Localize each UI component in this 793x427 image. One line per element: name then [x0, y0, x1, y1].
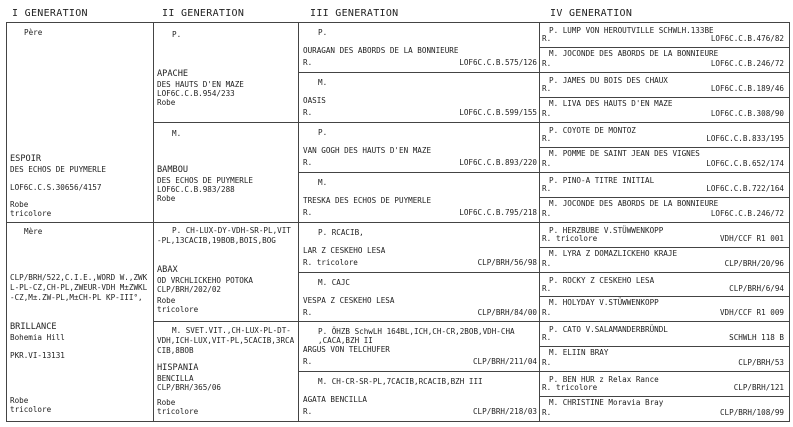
- sire-label: Père: [24, 28, 43, 37]
- grid-line-top: [6, 22, 790, 23]
- dam-titles-line-2: L-PL-CZ,CH-PL,ZWEUR-VDH M±ZWKL: [10, 283, 148, 292]
- gen2-dam-dam-robe: Robe: [157, 398, 176, 407]
- gen3-name: TRESKA DES ECHOS DE PUYMERLE: [303, 195, 432, 205]
- header-generation-2: II GENERATION: [162, 8, 245, 19]
- gen2-dam-sire-robe: Robe: [157, 296, 176, 305]
- grid-line-gen4-1: [539, 47, 790, 48]
- gen4-dam-r: R.: [542, 158, 552, 168]
- gen3-label: P. ÖHZB SchwLH 164BL,ICH,CH-CR,2BOB,VDH-CHA: [318, 327, 515, 337]
- gen4-sire-r: R.: [542, 283, 552, 293]
- gen2-dam-dam-color: tricolore: [157, 407, 199, 416]
- gen4-dam-registration: LOF6C.C.B.652/174: [706, 158, 784, 168]
- dam-titles-line-3: -CZ,M±.ZW-PL,M±CH-PL KP-III°,: [10, 293, 143, 302]
- grid-line-col3: [298, 22, 299, 422]
- gen2-sire-sire-robe: Robe: [157, 98, 176, 107]
- grid-line-right: [789, 22, 790, 422]
- header-generation-4: IV GENERATION: [550, 8, 633, 19]
- gen4-sire-registration: LOF6C.C.B.833/195: [706, 133, 784, 143]
- grid-line-gen4-2: [539, 97, 790, 98]
- gen2-dam-dam-name: HISPANIA: [157, 363, 199, 373]
- gen4-dam-r: R.: [542, 108, 552, 118]
- gen4-sire-color: tricolore: [556, 383, 598, 393]
- gen4-dam-r: R.: [542, 58, 552, 68]
- gen3-label: P. RCACIB,: [318, 227, 364, 237]
- grid-line-gen4-7: [539, 346, 790, 347]
- grid-line-middle: [6, 222, 790, 223]
- gen4-sire-registration: CLP/BRH/121: [733, 383, 784, 393]
- gen2-dam-sire-name: ABAX: [157, 265, 178, 275]
- gen2-dam-dam-registration: CLP/BRH/365/06: [157, 383, 222, 392]
- gen3-r: R.: [303, 107, 313, 117]
- gen4-dam: M. HOLYDAY V.STÜWWENKOPP: [549, 298, 659, 308]
- gen4-sire-r: R.: [542, 183, 552, 193]
- gen2-sire-sire-registration: LOF6C.C.B.954/233: [157, 89, 235, 98]
- gen3-registration: CLP/BRH/218/03: [472, 407, 537, 417]
- gen3-r: R.: [303, 357, 313, 367]
- gen3-registration: CLP/BRH/211/04: [472, 357, 537, 367]
- grid-line-gen4-8: [539, 396, 790, 397]
- grid-line-left: [6, 22, 7, 422]
- gen2-sire-dam-name: BAMBOU: [157, 165, 189, 175]
- gen3-label: P.: [318, 28, 328, 37]
- gen4-dam: M. POMME DE SAINT JEAN DES VIGNES: [549, 148, 700, 158]
- dam-kennel: Bohemia Hill: [10, 333, 65, 342]
- dam-registration: PKR.VI-13131: [10, 351, 65, 360]
- gen4-dam: M. LIVA DES HAUTS D'EN MAZE: [549, 98, 673, 108]
- gen4-sire-registration: LOF6C.C.B.476/82: [710, 34, 784, 43]
- gen4-sire: P. JAMES DU BOIS DES CHAUX: [549, 75, 668, 85]
- grid-line-gen3-2: [298, 172, 790, 173]
- grid-line-gen3-4: [298, 371, 790, 372]
- gen4-sire: P. BEN HUR z Relax Rance: [549, 375, 659, 385]
- gen3-registration: CLP/BRH/84/00: [477, 307, 537, 317]
- gen3-label: P.: [318, 127, 328, 137]
- dam-robe-label: Robe: [10, 396, 29, 405]
- gen3-label: M. CH-CR-SR-PL,7CACIB,RCACIB,BZH III: [318, 377, 483, 387]
- gen3-registration: LOF6C.C.B.893/220: [459, 157, 537, 167]
- gen2-dam-sire-color: tricolore: [157, 305, 199, 314]
- gen4-sire-r: R.: [542, 133, 552, 143]
- gen4-dam: M. JOCONDE DES ABORDS DE LA BONNIEURE: [549, 198, 719, 208]
- gen4-dam: M. CHRISTINE Moravia Bray: [549, 398, 664, 408]
- grid-line-gen2-sire: [153, 122, 790, 123]
- gen4-sire-r: R.: [542, 383, 552, 393]
- gen4-sire-registration: LOF6C.C.B.722/164: [706, 183, 784, 193]
- gen4-sire-registration: CLP/BRH/6/94: [729, 283, 784, 293]
- grid-line-col4: [539, 22, 540, 422]
- sire-robe-label: Robe: [10, 200, 29, 209]
- gen3-r: R.: [303, 307, 313, 317]
- gen4-dam: M. ELIIN BRAY: [549, 348, 609, 358]
- sire-name: ESPOIR: [10, 154, 42, 164]
- gen3-registration: CLP/BRH/56/98: [477, 257, 537, 267]
- gen2-dam-sire-kennel: OD VRCHLICKEHO POTOKA: [157, 276, 254, 285]
- gen4-sire-color: tricolore: [556, 233, 598, 243]
- sire-kennel: DES ECHOS DE PUYMERLE: [10, 165, 107, 174]
- dam-color: tricolore: [10, 405, 52, 414]
- gen4-dam-registration: LOF6C.C.B.308/90: [710, 108, 784, 118]
- gen4-dam-registration: CLP/BRH/53: [738, 358, 784, 368]
- grid-line-col2: [153, 22, 154, 422]
- gen4-dam-r: R.: [542, 258, 552, 268]
- grid-line-gen3-1: [298, 72, 790, 73]
- gen4-sire: P. PINO-A TITRE INITIAL: [549, 175, 655, 185]
- gen2-dam-sire-titles-line-2: -PL,13CACIB,19BOB,BOIS,BOG: [157, 236, 276, 245]
- sire-color: tricolore: [10, 209, 52, 218]
- gen4-dam-registration: CLP/BRH/20/96: [724, 258, 784, 268]
- dam-titles-line-1: CLP/BRH/522,C.I.E.,WORD W.,ZWK: [10, 273, 148, 282]
- gen3-name: ARGUS VON TELCHUFER: [303, 345, 390, 355]
- gen3-name: OASIS: [303, 95, 326, 105]
- gen3-registration: LOF6C.C.B.575/126: [459, 58, 537, 67]
- gen3-r: R.: [303, 157, 313, 167]
- gen4-sire-r: R.: [542, 333, 552, 343]
- gen3-registration: LOF6C.C.B.795/218: [459, 207, 537, 217]
- gen2-dam-dam-titles-line-3: CIB,8BOB: [157, 346, 194, 355]
- dam-label: Mère: [24, 227, 43, 236]
- gen4-sire-r: R.: [542, 233, 552, 243]
- gen3-registration: LOF6C.C.B.599/155: [459, 107, 537, 117]
- gen2-sire-sire-name: APACHE: [157, 69, 189, 79]
- gen3-label: M.: [318, 177, 328, 187]
- gen4-dam-r: R.: [542, 308, 552, 318]
- gen3-name: LAR Z CESKEHO LESA: [303, 245, 386, 255]
- gen3-name: VESPA Z CESKEHO LESA: [303, 295, 395, 305]
- gen2-sire-dam-label: M.: [172, 129, 182, 138]
- gen2-sire-sire-label: P.: [172, 30, 182, 39]
- grid-line-gen4-6: [539, 296, 790, 297]
- gen4-dam: M. JOCONDE DES ABORDS DE LA BONNIEURE: [549, 48, 719, 58]
- gen4-sire: P. CATO V.SALAMANDERBRÜNDL: [549, 325, 668, 335]
- gen4-sire: P. LUMP VON HEROUTVILLE SCHWLH.133BE: [549, 26, 714, 35]
- gen2-dam-sire-titles-line-1: P. CH-LUX-DY-VDH-SR-PL,VIT: [172, 226, 291, 235]
- gen2-dam-dam-kennel: BENCILLA: [157, 374, 194, 383]
- dam-name: BRILLANCE: [10, 322, 57, 332]
- gen3-name: OURAGAN DES ABORDS DE LA BONNIEURE: [303, 46, 459, 55]
- sire-registration: LOF6C.C.S.30656/4157: [10, 183, 102, 192]
- gen4-dam-r: R.: [542, 408, 552, 418]
- gen4-sire-registration: VDH/CCF R1 001: [719, 233, 784, 243]
- gen4-dam-registration: LOF6C.C.B.246/72: [710, 58, 784, 68]
- grid-line-bottom: [6, 421, 790, 422]
- gen2-sire-dam-kennel: DES ECHOS DE PUYMERLE: [157, 176, 254, 185]
- header-generation-1: I GENERATION: [12, 8, 88, 19]
- gen2-sire-dam-robe: Robe: [157, 194, 176, 203]
- gen3-name: VAN GOGH DES HAUTS D'EN MAZE: [303, 145, 432, 155]
- gen2-sire-sire-kennel: DES HAUTS D'EN MAZE: [157, 80, 244, 89]
- gen3-r: R.: [303, 207, 313, 217]
- gen4-sire-registration: SCHWLH 118 B: [729, 333, 784, 343]
- grid-line-gen3-3: [298, 272, 790, 273]
- gen4-sire: P. ROCKY Z CESKEHO LESA: [549, 275, 655, 285]
- gen3-extra: ,CACA,BZH II: [318, 336, 373, 346]
- gen4-sire: P. HERZBUBE V.STÜWWENKOPP: [549, 225, 664, 235]
- gen2-sire-dam-registration: LOF6C.C.B.983/288: [157, 185, 235, 194]
- gen3-r: R.: [303, 58, 313, 67]
- gen2-dam-sire-registration: CLP/BRH/202/02: [157, 285, 222, 294]
- gen4-dam-registration: CLP/BRH/108/99: [719, 408, 784, 418]
- gen3-r: R. tricolore: [303, 257, 358, 267]
- grid-line-gen2-dam: [153, 321, 790, 322]
- gen4-dam: M. LYRA Z DOMAZLICKEHO KRAJE: [549, 248, 678, 258]
- gen4-sire-registration: LOF6C.C.B.189/46: [710, 83, 784, 93]
- gen2-dam-dam-titles-line-2: VDH,ICH-LUX,VIT-PL,5CACIB,3RCA: [157, 336, 295, 345]
- header-generation-3: III GENERATION: [310, 8, 399, 19]
- gen2-dam-dam-titles-line-1: M. SVET.VIT.,CH-LUX-PL-DT-: [172, 326, 291, 335]
- gen4-dam-registration: VDH/CCF R1 009: [719, 308, 784, 318]
- gen4-sire: P. COYOTE DE MONTOZ: [549, 125, 636, 135]
- gen4-dam-r: R.: [542, 208, 552, 218]
- gen3-label: M. CAJC: [318, 277, 351, 287]
- gen4-sire-r: R.: [542, 83, 552, 93]
- gen4-dam-r: R.: [542, 358, 552, 368]
- gen3-name: AGATA BENCILLA: [303, 395, 368, 405]
- gen4-dam-registration: LOF6C.C.B.246/72: [710, 208, 784, 218]
- gen4-sire-r: R.: [542, 34, 552, 43]
- gen3-r: R.: [303, 407, 313, 417]
- gen3-label: M.: [318, 77, 328, 87]
